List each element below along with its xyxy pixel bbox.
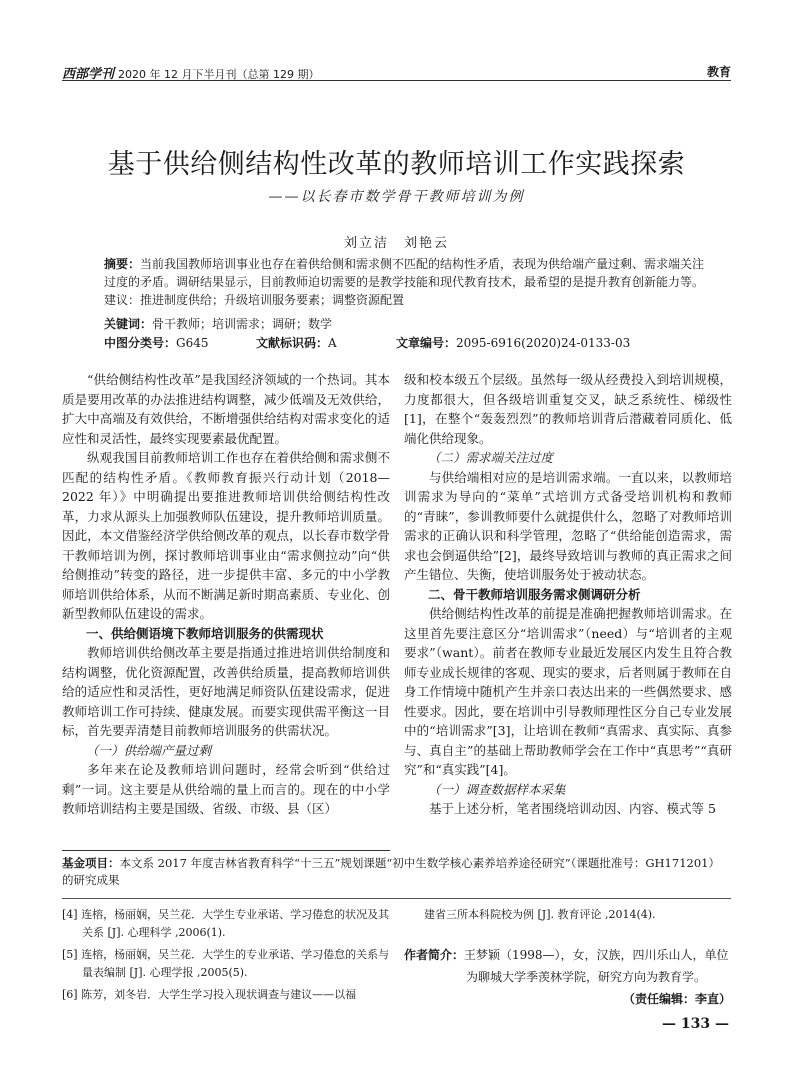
funding-note — [62, 855, 730, 889]
class-value: G645 — [176, 336, 209, 350]
section-separator — [62, 898, 731, 899]
articleno-label: 文章编号： — [396, 336, 457, 350]
subsection-heading: （一）供给端产量过剩 — [86, 742, 212, 758]
abstract — [104, 255, 714, 309]
body-paragraph: 级和校本级五个层级。虽然每一级从经费投入到培训规模，力度都很大，但各级培训重复交叉，缺乏系统性、梯级性[1]，在整个“轰轰烈烈”的教师培训背后潜藏着同质化、低端化供给现象。 — [404, 372, 732, 446]
author-intro — [404, 944, 734, 988]
body-paragraph: “供给侧结构性改革”是我国经济领域的一个热词。其本质是要用改革的办法推进结构调整，减少低端及无效供给，扩大中高端及有效供给，不断增强供给结构对需求变化的适应性和灵活性，最终实现要素最优配置。 — [62, 372, 390, 446]
journal-issue: 2020 年 12 月下半月刊（总第 129 期） — [118, 68, 320, 81]
subsection-heading: （二）需求端关注过度 — [428, 450, 554, 465]
body-paragraph: 供给侧结构性改革的前提是准确把握教师培训需求。在这里首先要注意区分“培训需求”（need）与“培训者的主观要求”（want）。前者在教师专业最近发展区内发生且符合教师专业成长规律的客观、现实的要求，后者则属于教师在自身工作情境中随机产生并亲口表达出来的一些偶然要求、感性要求。因此，要在培训中引导教师理性区分自己专业发展中的“培训需求”[3]，让培训在教师“真需求、真实际、真参与、真自主”的基础上帮助教师学会在工作中“真思考”“真研究”和“真实践”[4]。 — [404, 606, 732, 777]
section-label: 教育 — [706, 65, 731, 79]
article-title: 基于供给侧结构性改革的教师培训工作实践探索 — [107, 149, 686, 180]
author-intro-line1: 王梦颖（1998—），女，汉族，四川乐山人，单位 — [464, 948, 729, 962]
author-intro-line2: 为聊城大学季羡林学院，研究方向为教育学。 — [466, 970, 707, 984]
funding-text: 本文系 2017 年度吉林省教育科学“十三五”规划课题“初中生数学核心素养培养途径研究”（课题批准号：GH171201）的研究成果 — [62, 856, 720, 887]
reference-item: [5] 连榕，杨丽娴，吴兰花．大学生的专业承诺、学习倦怠的关系与量表编制 [J]. 心理学报 ,2005(5). — [62, 948, 390, 979]
page-number: — 133 — — [662, 1016, 729, 1032]
body-paragraph: 教师培训供给侧改革主要是指通过推进培训供给制度和结构调整，优化资源配置，改善供给质量，提高教师培训供给的适应性和灵活性，更好地满足师资队伍建设需求，促进教师培训工作可持续、健康发展。而要实现供需平衡这一目标，首先要弄清楚目前教师培训服务的供需状况。 — [62, 645, 390, 738]
reference-continuation — [404, 906, 734, 924]
docid-value: A — [328, 336, 337, 350]
body-paragraph: 基于上述分析，笔者围绕培训动因、内容、模式等 5 — [429, 801, 716, 816]
header-rule — [62, 80, 731, 81]
funding-rule — [62, 850, 390, 851]
section-heading: 一、供给侧语境下教师培训服务的供需现状 — [86, 625, 324, 641]
reference-list — [62, 906, 392, 1008]
keywords-text: 骨干教师；培训需求；调研；数学 — [152, 317, 333, 331]
reference-item: [6] 陈芳，刘冬岩．大学生学习投入现状调查与建议——以福 — [62, 988, 357, 1001]
keywords-label: 关键词： — [104, 317, 153, 331]
keywords — [104, 315, 714, 332]
body-paragraph: 与供给端相对应的是培训需求端。一直以来，以教师培训需求为导向的“菜单”式培训方式备受培训机构和教师的“青睐”，参训教师要什么就提供什么，忽略了对教师培训需求的正确认识和科学管理，忽略了“供给能创造需求，需求也会倒逼供给”[2]，最终导致培训与教师的真正需求之间产生错位、失衡，使培训服务处于被动状态。 — [404, 469, 732, 582]
abstract-text: 当前我国教师培训事业也存在着供给侧和需求侧不匹配的结构性矛盾，表现为供给端产量过剩、需求端关注过度的矛盾。调研结果显示，目前教师迫切需要的是教学技能和现代教育技术，最希望的是提升教育创新能力等。建议：推进制度供给；升级培训服务要素；调整资源配置 — [104, 257, 705, 307]
class-label: 中图分类号： — [104, 336, 177, 350]
article-authors: 刘立洁 刘艳云 — [343, 236, 449, 251]
author-intro-label: 作者简介： — [404, 948, 465, 962]
journal-brand: 西部学刊 — [62, 67, 115, 82]
funding-label: 基金项目： — [62, 856, 120, 870]
body-paragraph: 多年来在论及教师培训问题时，经常会听到“供给过剩”一词。这主要是从供给端的量上而言的。现在的中小学教师培训结构主要是国级、省级、市级、县（区） — [62, 762, 390, 816]
responsible-editor: （责任编辑：李直） — [622, 992, 731, 1006]
body-column-right — [404, 370, 732, 819]
reference-item: [4] 连榕，杨丽娴，吴兰花．大学生专业承诺、学习倦怠的状况及其关系 [J]. 心理科学 ,2006(1). — [62, 908, 390, 939]
running-header — [62, 60, 731, 80]
reference-item-cont: 建省三所本科院校为例 [J]. 教育评论 ,2014(4). — [424, 908, 656, 921]
article-subtitle: ——以长春市数学骨干教师培训为例 — [268, 189, 525, 205]
body-column-left — [62, 370, 390, 819]
articleno-value: 2095-6916(2020)24-0133-03 — [456, 336, 631, 350]
section-heading: 二、骨干教师培训服务需求侧调研分析 — [428, 586, 641, 602]
docid-label: 文献标识码： — [256, 336, 329, 350]
subsection-heading: （一）调查数据样本采集 — [428, 781, 566, 797]
abstract-label: 摘要： — [104, 257, 141, 271]
body-paragraph: 纵观我国目前教师培训工作也存在着供给侧和需求侧不匹配的结构性矛盾。《教师教育振兴行动计划（2018—2022 年）》中明确提出要推进教师培训供给侧结构性改革，力求从源头上加强教师队伍建设，提升教师培训质量。因此，本文借鉴经济学供给侧改革的观点，以长春市数学骨干教师培训为例，探讨教师培训事业由“需求侧拉动”向“供给侧推动”转变的路径，进一步提供丰富、多元的中小学教师培训供给体系，从而不断满足新时期高素质、专业化、创新型教师队伍建设的需求。 — [62, 450, 390, 621]
